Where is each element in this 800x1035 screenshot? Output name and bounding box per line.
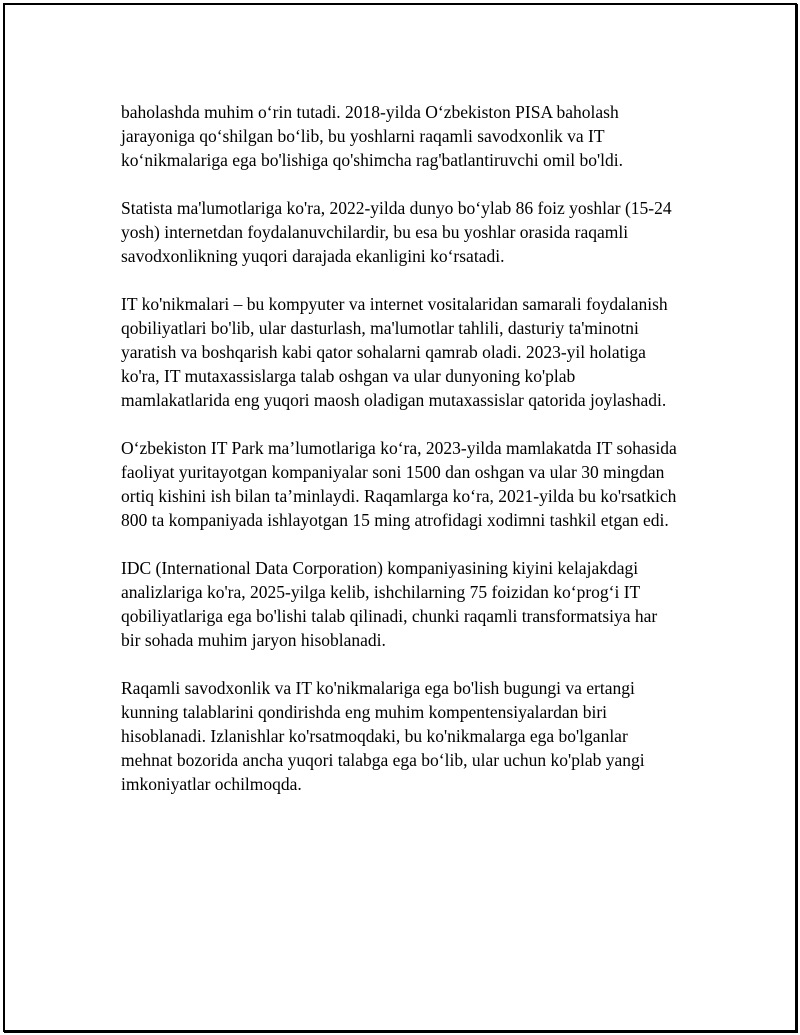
paragraph-pisa: baholashda muhim oʻrin tutadi. 2018-yilda Oʻzbekiston PISA baholash jarayoniga qoʻshilgan boʻlib, bu yoshlarni raqamli savodxonlik va IT koʻnikmalariga ega bo'lishiga qo'shimcha rag'batlantiruvchi omil bo'ldi.	[121, 102, 624, 170]
document-body	[121, 100, 681, 820]
paragraph-it-skills: IT ko'nikmalari – bu kompyuter va internet vositalaridan samarali foydalanish qobiliyatlari bo'lib, ular dasturlash, ma'lumotlar tahlili, dasturiy ta'minotni yaratish va boshqarish kabi qator sohalarni qamrab oladi. 2023-yil holatiga ko'ra, IT mutaxassislarga talab oshgan va ular dunyoning ko'plab mamlakatlarida eng yuqori maosh oladigan mutaxassislar qatorida joylashadi.	[121, 294, 668, 410]
paragraph-it-park: Oʻzbekiston IT Park maʼlumotlariga koʻra, 2023-yilda mamlakatda IT sohasida faoliyat yuritayotgan kompaniyalar soni 1500 dan oshgan va ular 30 mingdan ortiq kishini ish bilan taʼminlaydi. Raqamlarga koʻra, 2021-yilda bu ko'rsatkich 800 ta kompaniyada ishlayotgan 15 ming atrofidagi xodimni tashkil etgan edi.	[121, 438, 677, 530]
document-page	[3, 3, 797, 1032]
paragraph-idc: IDC (International Data Corporation) kompaniyasining kiyini kelajakdagi analizlariga ko'ra, 2025-yilga kelib, ishchilarning 75 foizidan koʻprogʻi IT qobiliyatlariga ega bo'lishi talab qilinadi, chunki raqamli transformatsiya har bir sohada muhim jaryon hisoblanadi.	[121, 558, 658, 650]
paragraph-conclusion: Raqamli savodxonlik va IT ko'nikmalariga ega bo'lish bugungi va ertangi kunning talablarini qondirishda eng muhim kompentensiyalardan biri hisoblanadi. Izlanishlar ko'rsatmoqdaki, bu ko'nikmalarga ega bo'lganlar mehnat bozorida ancha yuqori talabga ega boʻlib, ular uchun ko'plab yangi imkoniyatlar ochilmoqda.	[121, 678, 645, 794]
paragraph-statista: Statista ma'lumotlariga ko'ra, 2022-yilda dunyo boʻylab 86 foiz yoshlar (15-24 yosh) internetdan foydalanuvchilardir, bu esa bu yoshlar orasida raqamli savodxonlikning yuqori darajada ekanligini koʻrsatadi.	[121, 198, 672, 266]
